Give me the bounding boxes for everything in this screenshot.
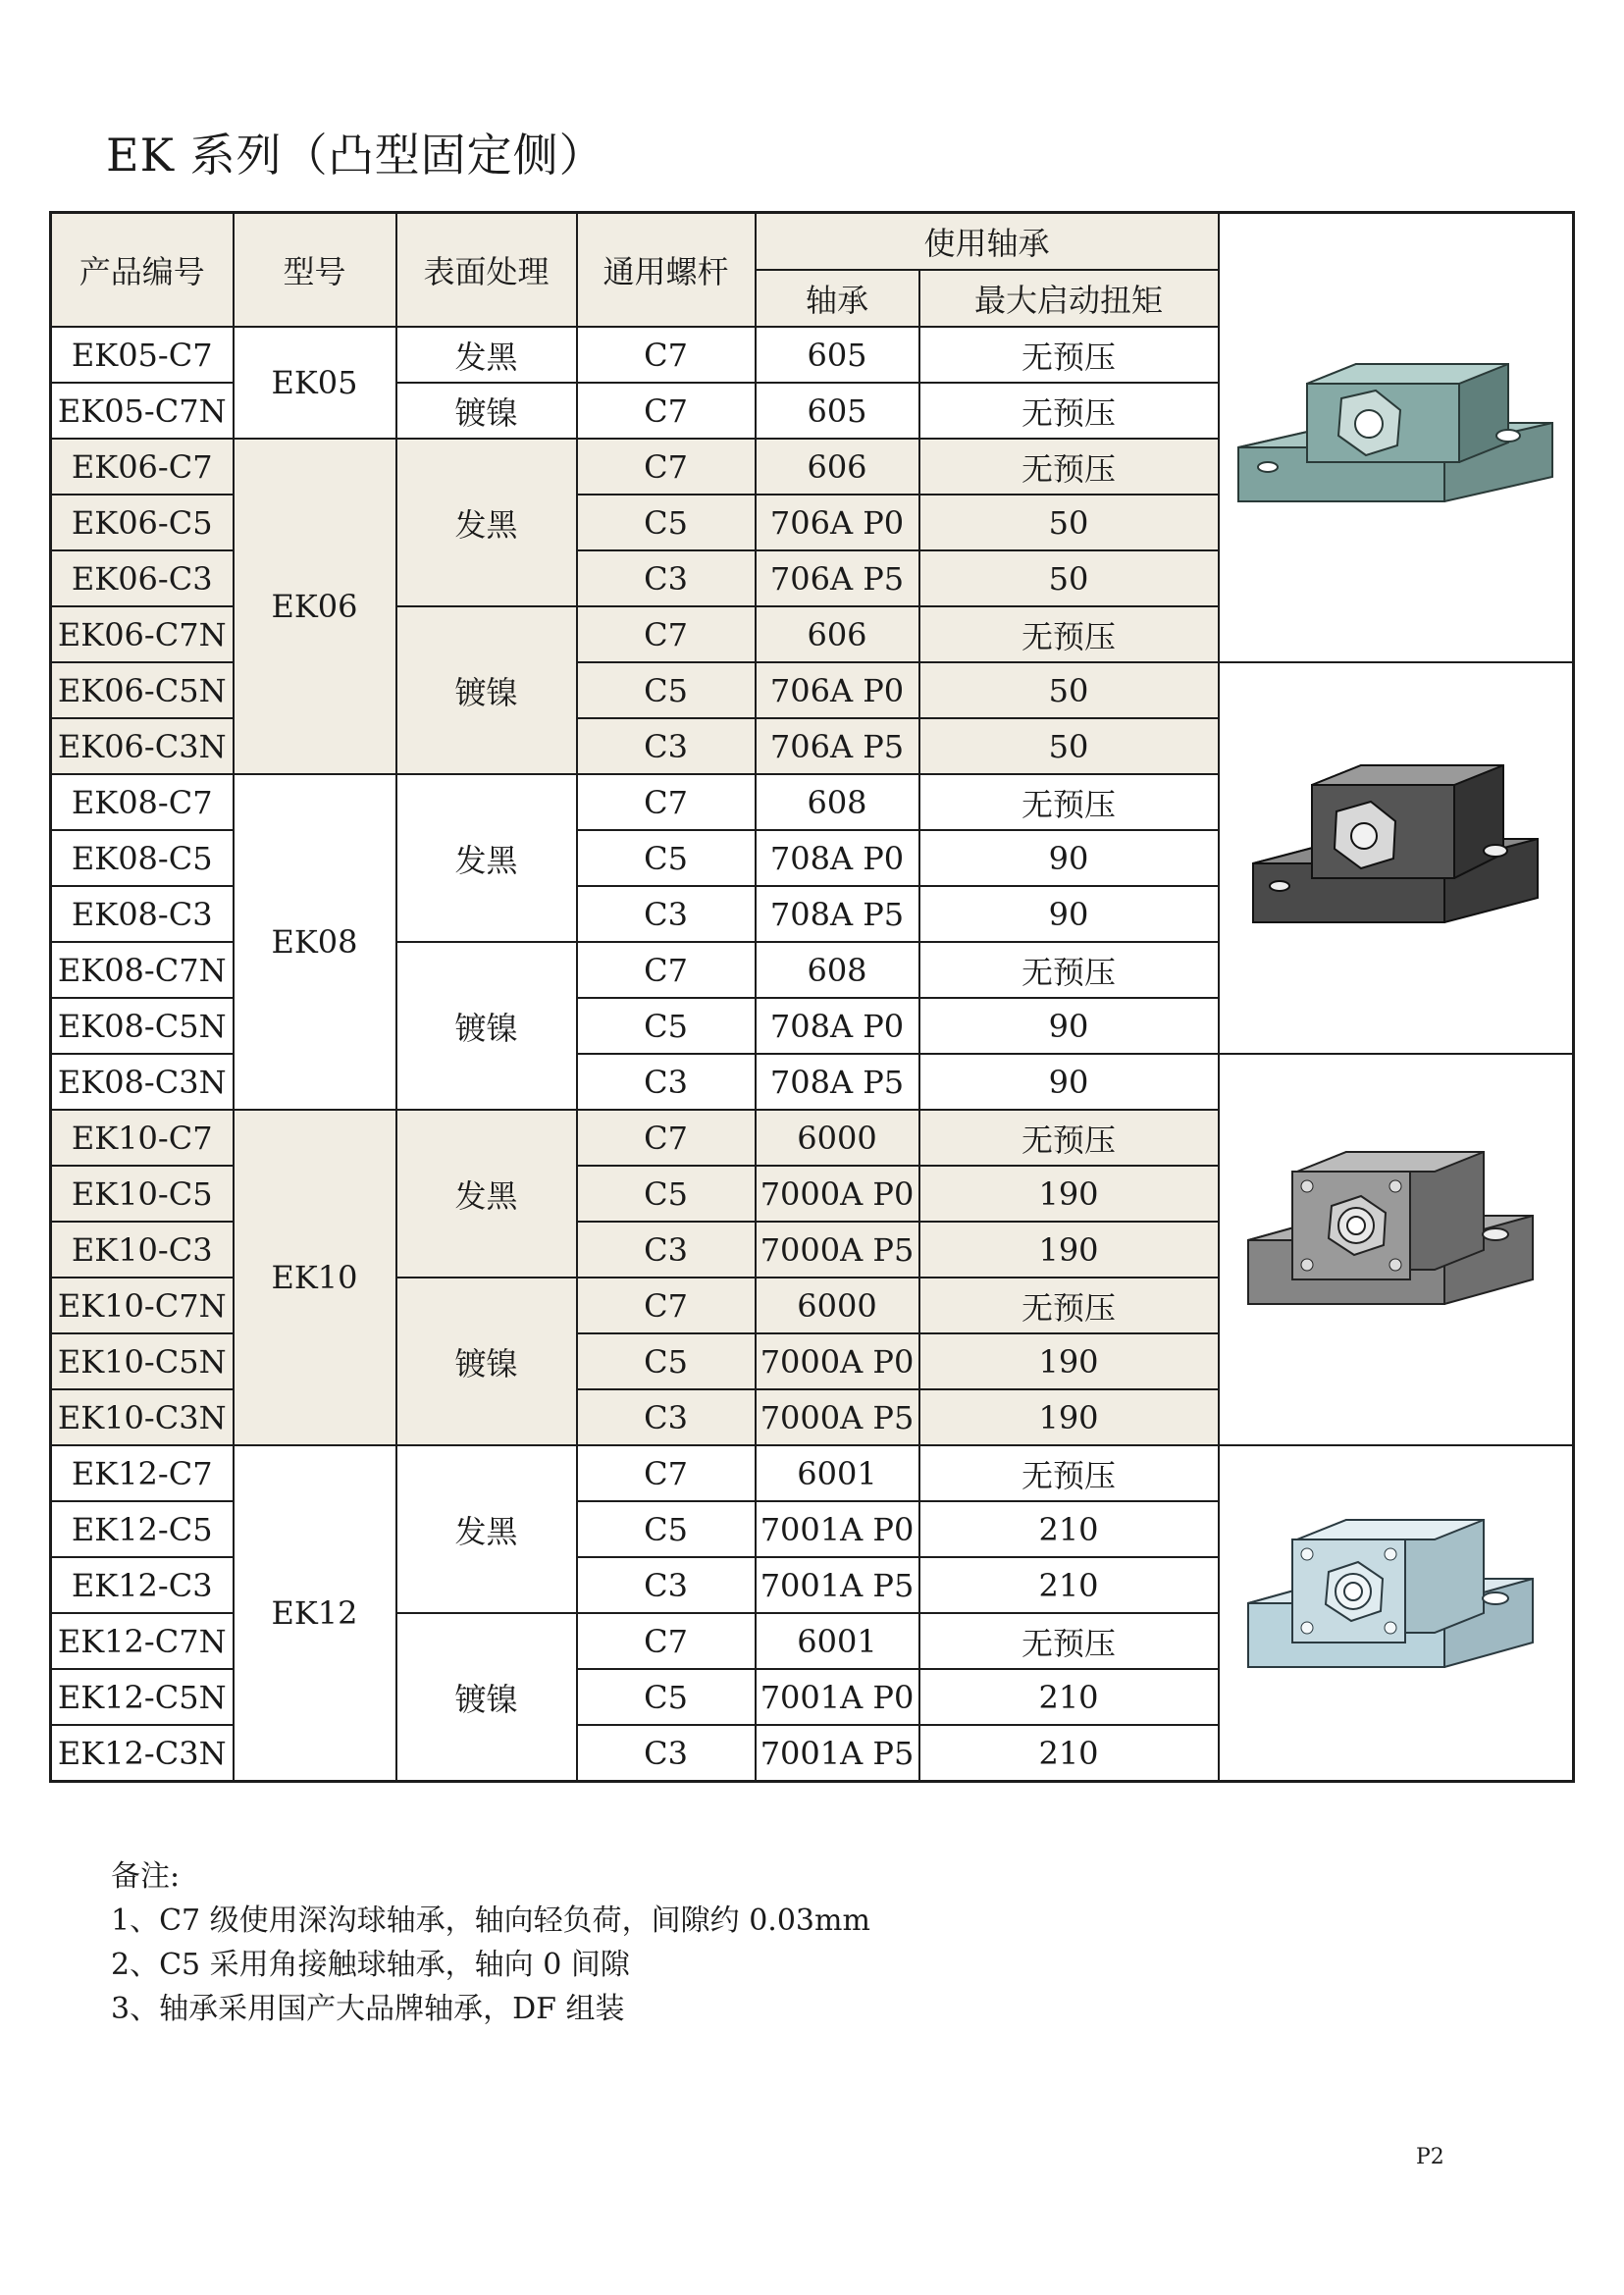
note-item: 3、轴承采用国产大品牌轴承，DF 组装 <box>111 1992 625 2026</box>
header-bearing-group: 使用轴承 <box>756 213 1219 271</box>
header-torque: 最大启动扭矩 <box>919 270 1219 327</box>
torque-cell: 50 <box>919 495 1219 550</box>
bearing-cell: 7000A P0 <box>756 1166 919 1222</box>
bearing-cell: 706A P5 <box>756 550 919 606</box>
bearing-cell: 606 <box>756 439 919 495</box>
note-item: 1、C7 级使用深沟球轴承，轴向轻负荷，间隙约 0.03mm <box>111 1904 870 1938</box>
model-cell: EK06 <box>234 439 396 774</box>
surface-cell: 发黑 <box>396 1110 577 1278</box>
torque-cell: 无预压 <box>919 1110 1219 1166</box>
torque-cell: 190 <box>919 1222 1219 1278</box>
surface-cell: 发黑 <box>396 439 577 606</box>
product-code-cell: EK06-C3N <box>51 718 234 774</box>
torque-cell: 无预压 <box>919 439 1219 495</box>
torque-cell: 50 <box>919 718 1219 774</box>
ek-flange-bracket-image <box>1238 1132 1552 1368</box>
screw-cell: C5 <box>577 1501 756 1557</box>
note-item: 2、C5 采用角接触球轴承，轴向 0 间隙 <box>111 1948 630 1982</box>
screw-cell: C7 <box>577 327 756 383</box>
screw-cell: C5 <box>577 998 756 1054</box>
screw-cell: C3 <box>577 1725 756 1782</box>
product-code-cell: EK06-C7N <box>51 606 234 662</box>
torque-cell: 210 <box>919 1501 1219 1557</box>
bearing-cell: 7001A P0 <box>756 1669 919 1725</box>
bearing-cell: 7001A P5 <box>756 1557 919 1613</box>
ek-flange-bracket-image <box>1238 1505 1552 1721</box>
product-image-cell <box>1219 1445 1574 1782</box>
notes-heading: 备注: <box>111 1859 181 1894</box>
bearing-cell: 706A P5 <box>756 718 919 774</box>
notes-section <box>111 1854 870 2031</box>
bearing-cell: 608 <box>756 774 919 830</box>
page-number: P2 <box>1416 2145 1444 2169</box>
page-title: EK 系列（凸型固定侧） <box>106 129 605 182</box>
bearing-cell: 708A P5 <box>756 886 919 942</box>
product-code-cell: EK10-C7N <box>51 1278 234 1333</box>
product-code-cell: EK05-C7 <box>51 327 234 383</box>
bearing-cell: 7001A P0 <box>756 1501 919 1557</box>
screw-cell: C7 <box>577 1110 756 1166</box>
product-code-cell: EK12-C5N <box>51 1669 234 1725</box>
screw-cell: C3 <box>577 1557 756 1613</box>
product-image-cell <box>1219 662 1574 1054</box>
torque-cell: 190 <box>919 1166 1219 1222</box>
product-code-cell: EK08-C5 <box>51 830 234 886</box>
torque-cell: 无预压 <box>919 606 1219 662</box>
torque-cell: 90 <box>919 1054 1219 1110</box>
screw-cell: C5 <box>577 495 756 550</box>
torque-cell: 210 <box>919 1669 1219 1725</box>
ek-bracket-image <box>1229 330 1562 546</box>
bearing-cell: 606 <box>756 606 919 662</box>
product-code-cell: EK10-C5 <box>51 1166 234 1222</box>
torque-cell: 无预压 <box>919 774 1219 830</box>
product-code-cell: EK08-C3 <box>51 886 234 942</box>
screw-cell: C3 <box>577 1222 756 1278</box>
model-cell: EK10 <box>234 1110 396 1445</box>
torque-cell: 90 <box>919 886 1219 942</box>
surface-cell: 发黑 <box>396 774 577 942</box>
surface-cell: 发黑 <box>396 1445 577 1613</box>
product-code-cell: EK08-C5N <box>51 998 234 1054</box>
screw-cell: C5 <box>577 830 756 886</box>
header-model: 型号 <box>234 213 396 328</box>
screw-cell: C5 <box>577 662 756 718</box>
screw-cell: C5 <box>577 1166 756 1222</box>
torque-cell: 无预压 <box>919 383 1219 439</box>
product-code-cell: EK10-C3 <box>51 1222 234 1278</box>
product-code-cell: EK06-C3 <box>51 550 234 606</box>
torque-cell: 210 <box>919 1725 1219 1782</box>
product-code-cell: EK10-C7 <box>51 1110 234 1166</box>
bearing-cell: 7000A P0 <box>756 1333 919 1389</box>
product-code-cell: EK12-C5 <box>51 1501 234 1557</box>
torque-cell: 50 <box>919 662 1219 718</box>
screw-cell: C7 <box>577 1445 756 1501</box>
spec-table <box>49 211 1575 1783</box>
ek-black-bracket-image <box>1238 741 1552 976</box>
header-bearing: 轴承 <box>756 270 919 327</box>
surface-cell: 发黑 <box>396 327 577 383</box>
bearing-cell: 708A P5 <box>756 1054 919 1110</box>
product-code-cell: EK12-C3 <box>51 1557 234 1613</box>
torque-cell: 无预压 <box>919 327 1219 383</box>
bearing-cell: 7001A P5 <box>756 1725 919 1782</box>
torque-cell: 90 <box>919 998 1219 1054</box>
screw-cell: C3 <box>577 550 756 606</box>
surface-cell: 镀镍 <box>396 383 577 439</box>
torque-cell: 无预压 <box>919 942 1219 998</box>
screw-cell: C3 <box>577 718 756 774</box>
screw-cell: C7 <box>577 383 756 439</box>
bearing-cell: 708A P0 <box>756 830 919 886</box>
product-code-cell: EK06-C7 <box>51 439 234 495</box>
bearing-cell: 608 <box>756 942 919 998</box>
screw-cell: C7 <box>577 1278 756 1333</box>
screw-cell: C7 <box>577 606 756 662</box>
model-cell: EK05 <box>234 327 396 439</box>
bearing-cell: 6000 <box>756 1278 919 1333</box>
table-row <box>51 1445 1574 1501</box>
bearing-cell: 605 <box>756 327 919 383</box>
surface-cell: 镀镍 <box>396 942 577 1110</box>
header-product-code: 产品编号 <box>51 213 234 328</box>
torque-cell: 190 <box>919 1389 1219 1445</box>
product-code-cell: EK12-C3N <box>51 1725 234 1782</box>
header-surface: 表面处理 <box>396 213 577 328</box>
table-header-row <box>51 213 1574 271</box>
product-code-cell: EK08-C7N <box>51 942 234 998</box>
torque-cell: 210 <box>919 1557 1219 1613</box>
product-code-cell: EK06-C5N <box>51 662 234 718</box>
screw-cell: C3 <box>577 1389 756 1445</box>
torque-cell: 无预压 <box>919 1613 1219 1669</box>
bearing-cell: 708A P0 <box>756 998 919 1054</box>
bearing-cell: 7000A P5 <box>756 1389 919 1445</box>
screw-cell: C5 <box>577 1669 756 1725</box>
product-code-cell: EK06-C5 <box>51 495 234 550</box>
surface-cell: 镀镍 <box>396 1613 577 1782</box>
header-screw: 通用螺杆 <box>577 213 756 328</box>
product-code-cell: EK05-C7N <box>51 383 234 439</box>
product-image-cell <box>1219 1054 1574 1445</box>
model-cell: EK08 <box>234 774 396 1110</box>
product-code-cell: EK08-C3N <box>51 1054 234 1110</box>
screw-cell: C7 <box>577 439 756 495</box>
bearing-cell: 7000A P5 <box>756 1222 919 1278</box>
model-cell: EK12 <box>234 1445 396 1782</box>
screw-cell: C7 <box>577 1613 756 1669</box>
product-code-cell: EK12-C7N <box>51 1613 234 1669</box>
screw-cell: C7 <box>577 774 756 830</box>
product-image-cell <box>1219 213 1574 663</box>
product-code-cell: EK10-C5N <box>51 1333 234 1389</box>
product-code-cell: EK12-C7 <box>51 1445 234 1501</box>
bearing-cell: 706A P0 <box>756 662 919 718</box>
torque-cell: 无预压 <box>919 1278 1219 1333</box>
screw-cell: C7 <box>577 942 756 998</box>
bearing-cell: 6000 <box>756 1110 919 1166</box>
torque-cell: 50 <box>919 550 1219 606</box>
torque-cell: 无预压 <box>919 1445 1219 1501</box>
torque-cell: 90 <box>919 830 1219 886</box>
surface-cell: 镀镍 <box>396 606 577 774</box>
bearing-cell: 6001 <box>756 1445 919 1501</box>
bearing-cell: 706A P0 <box>756 495 919 550</box>
screw-cell: C5 <box>577 1333 756 1389</box>
surface-cell: 镀镍 <box>396 1278 577 1445</box>
bearing-cell: 6001 <box>756 1613 919 1669</box>
screw-cell: C3 <box>577 886 756 942</box>
product-code-cell: EK08-C7 <box>51 774 234 830</box>
product-code-cell: EK10-C3N <box>51 1389 234 1445</box>
torque-cell: 190 <box>919 1333 1219 1389</box>
screw-cell: C3 <box>577 1054 756 1110</box>
bearing-cell: 605 <box>756 383 919 439</box>
